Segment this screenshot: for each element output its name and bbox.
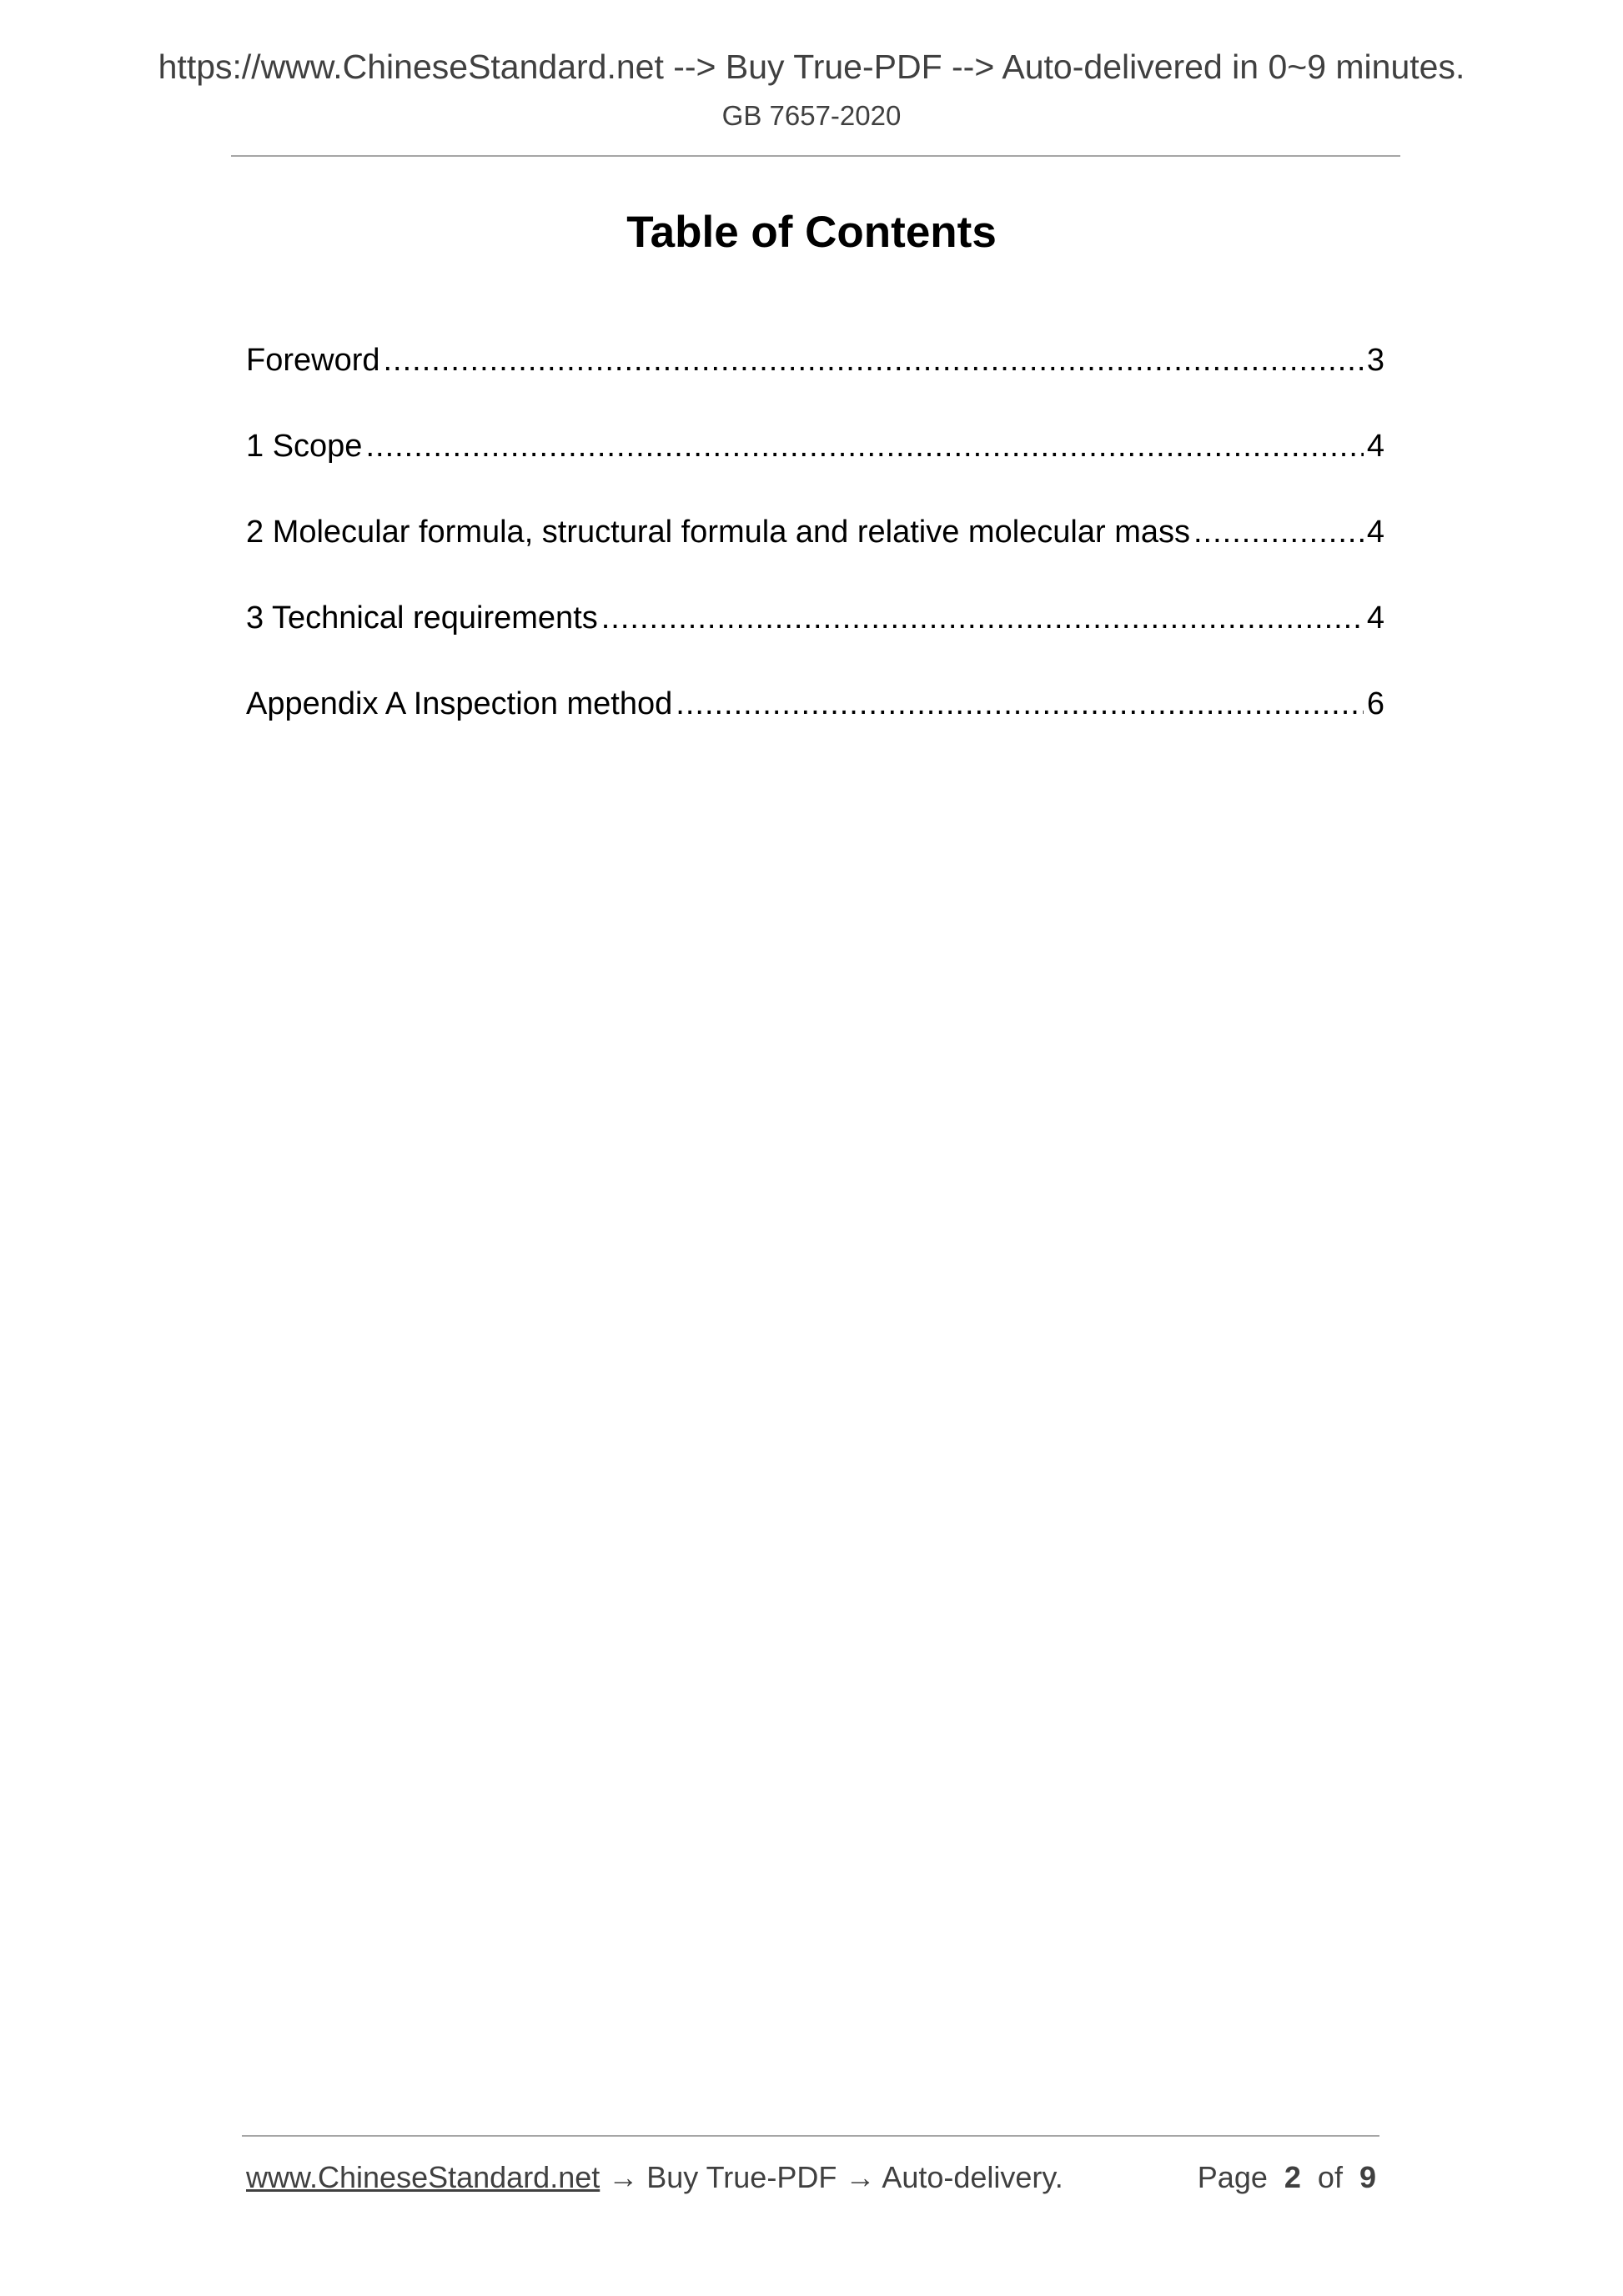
toc-entry-scope[interactable] bbox=[246, 426, 1384, 512]
toc-entry-page: 6 bbox=[1366, 686, 1384, 721]
toc-entry-label: 2 Molecular formula, structural formula and relative molecular mass bbox=[246, 515, 1190, 550]
toc-entry-label: 3 Technical requirements bbox=[246, 600, 598, 636]
toc-title: Table of Contents bbox=[626, 208, 997, 257]
toc-list bbox=[246, 340, 1384, 770]
toc-entry-foreword[interactable] bbox=[246, 340, 1384, 426]
page-footer bbox=[246, 2155, 1376, 2200]
current-page-number: 2 bbox=[1284, 2160, 1301, 2194]
toc-dot-leader bbox=[365, 426, 1363, 466]
toc-entry-label: Appendix A Inspection method bbox=[246, 686, 673, 721]
toc-entry-technical-requirements[interactable] bbox=[246, 598, 1384, 684]
toc-dot-leader bbox=[1193, 512, 1364, 552]
footer-divider bbox=[242, 2135, 1379, 2137]
toc-entry-molecular-formula[interactable] bbox=[246, 512, 1384, 598]
footer-tagline: → Buy True-PDF → Auto-delivery. bbox=[600, 2160, 1063, 2194]
toc-entry-page: 4 bbox=[1366, 429, 1384, 464]
standard-number: GB 7657-2020 bbox=[721, 100, 902, 131]
toc-entry-appendix-a[interactable] bbox=[246, 684, 1384, 770]
page-indicator bbox=[1198, 2155, 1376, 2200]
toc-entry-label: 1 Scope bbox=[246, 429, 363, 464]
toc-entry-label: Foreword bbox=[246, 343, 380, 378]
header-url-line: https://www.ChineseStandard.net --> Buy True-PDF --> Auto-delivered in 0~9 minutes. bbox=[158, 48, 1465, 86]
page-word: Page bbox=[1197, 2160, 1268, 2194]
header-divider bbox=[231, 155, 1400, 157]
total-pages-number: 9 bbox=[1359, 2160, 1376, 2194]
footer-promo bbox=[246, 2155, 1063, 2200]
toc-entry-page: 3 bbox=[1366, 343, 1384, 378]
of-word: of bbox=[1317, 2160, 1343, 2194]
toc-dot-leader bbox=[676, 684, 1364, 724]
toc-dot-leader bbox=[601, 598, 1364, 638]
toc-dot-leader bbox=[384, 340, 1364, 380]
toc-entry-page: 4 bbox=[1366, 515, 1384, 550]
footer-site-link[interactable]: www.ChineseStandard.net bbox=[246, 2160, 600, 2194]
toc-entry-page: 4 bbox=[1366, 600, 1384, 636]
